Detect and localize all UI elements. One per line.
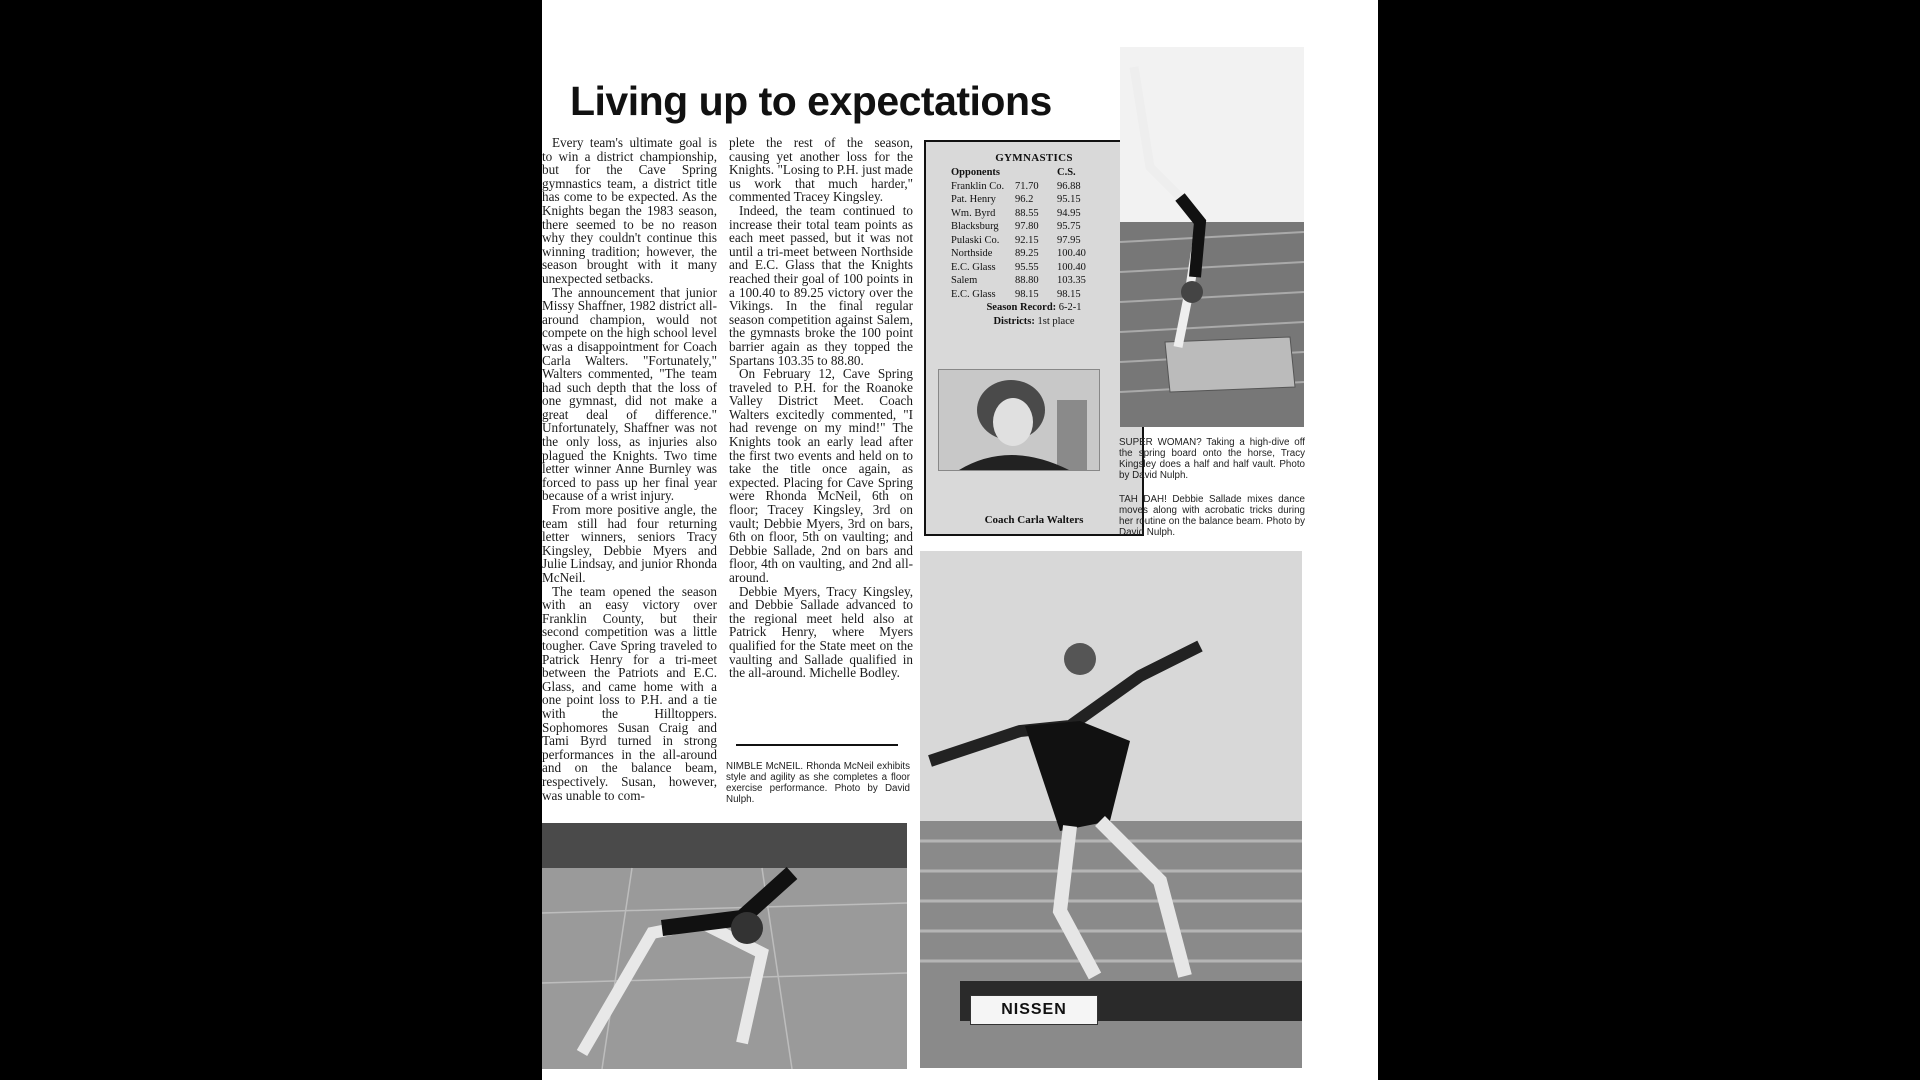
districts-label: Districts: (993, 316, 1035, 327)
photo-caption-superwoman: SUPER WOMAN? Taking a high-dive off the spring board onto the horse, Tracy Kingsley does a half and half vault. Photo by David Nulph. (1119, 437, 1305, 481)
cs-score: 103.35 (1057, 275, 1086, 286)
photo-caption-nimble: NIMBLE McNEIL. Rhonda McNeil exhibits style and agility as she completes a floor exercise performance. Photo by David Nulph. (726, 761, 910, 805)
cs-score: 95.15 (1057, 194, 1081, 205)
season-record-label: Season Record: (986, 302, 1057, 313)
cs-score: 97.95 (1057, 234, 1081, 246)
scoreboard-box (924, 140, 1144, 536)
cs-score: 98.15 (1057, 288, 1081, 300)
table-row (951, 234, 1086, 248)
table-row (951, 261, 1086, 275)
article-paragraph: plete the rest of the season, causing yet another loss for the Knights. "Losing to P.H. just made us work that much harder," commented Tracey Kingsley. (729, 135, 913, 205)
table-row (951, 220, 1086, 234)
header-cs: C.S. (1057, 167, 1076, 178)
vault-photo (1120, 47, 1304, 427)
article-paragraph: Indeed, the team continued to increase their total team points as each meet passed, but it was not until a tri-meet between Northside and E.C. Glass that the Knights reached their goal of 100 points in a 100.40 to 89.25 victory over the Vikings. In the final regular season competition against Salem, the gymnasts broke the 100 point barrier again as they topped the Spartans 103.35 to 88.80. (729, 202, 913, 368)
balance-beam-photo (920, 551, 1302, 1068)
header-opponent-score (1015, 166, 1057, 180)
season-record-value: 6-2-1 (1058, 302, 1082, 313)
cs-score: 96.88 (1057, 180, 1081, 192)
scoreboard-header-row (951, 166, 1086, 180)
opponent-name: Blacksburg (951, 221, 999, 232)
cs-score: 100.40 (1057, 261, 1086, 273)
article-paragraph: The announcement that junior Missy Shaffner, 1982 district all-around champion, would not compete on the high school level was a disappointment for Coach Carla Walters. "Fortunately," Walters commented, "The team had such depth that the loss of one gymnast, did not make a great deal of difference." Unfortunately, Shaffner was not the only loss, as injuries also plagued the Knights. Two time letter winner Anne Burnley was forced to pass up her final year because of a wrist injury. (542, 284, 717, 504)
opponent-score: 88.55 (1015, 207, 1039, 219)
opponent-score: 71.70 (1015, 180, 1039, 192)
opponent-name: Salem (951, 275, 978, 286)
opponent-score: 89.25 (1015, 248, 1039, 259)
opponent-name: Franklin Co. (951, 180, 1005, 192)
opponent-name: Pulaski Co. (951, 234, 1000, 246)
cs-score: 95.75 (1057, 221, 1081, 232)
article-paragraph: Debbie Myers, Tracy Kingsley, and Debbie Sallade advanced to the regional meet held also at Patrick Henry, where Myers qualified for the State meet on the vaulting and Sallade qualified in the all-around. Michelle Bodley. (729, 583, 913, 681)
article-paragraph: Every team's ultimate goal is to win a district championship, but for the Cave Spring gymnastics team, a district title has come to be expected. As the Knights began the 1983 season, there seemed to be no reason why they couldn't continue this winning tradition; however, the season brought with it many unexpected setbacks. (542, 135, 717, 286)
photo-caption-tahdah: TAH DAH! Debbie Sallade mixes dance moves along with acrobatic tricks during her routine on the balance beam. Photo by David Nulph. (1119, 494, 1305, 538)
coach-portrait-photo (938, 369, 1100, 471)
article-paragraph: From more positive angle, the team still had four returning letter winners, seniors Tracy Kingsley, Debbie Myers and Julie Lindsay, and junior Rhonda McNeil. (542, 502, 717, 585)
article-paragraph: On February 12, Cave Spring traveled to P.H. for the Roanoke Valley District Meet. Coach Walters excitedly commented, "I had revenge on my mind!" The Knights took an early lead after the first two events and held on to take the title once again, as expected. Placing for Cave Spring were Rhonda McNeil, 6th on floor; Tracey Kingsley, 3rd on vault; Debbie Myers, 3rd on bars, 6th on floor, 5th on vaulting; and Debbie Sallade, 2nd on bars and floor, 4th on vaulting, and 2nd all-around. (729, 366, 913, 585)
opponent-name: Pat. Henry (951, 194, 996, 205)
nissen-logo: NISSEN (970, 995, 1098, 1025)
table-row (951, 274, 1086, 288)
article-column-1 (542, 136, 717, 802)
floor-exercise-image (542, 823, 907, 1069)
table-row (951, 207, 1086, 221)
opponent-score: 88.80 (1015, 275, 1039, 286)
balance-beam-image (920, 551, 1302, 1068)
opponent-name: E.C. Glass (951, 261, 996, 273)
opponent-name: Wm. Byrd (951, 207, 996, 219)
floor-exercise-photo (542, 823, 907, 1069)
article-column-2 (729, 136, 913, 680)
opponent-name: E.C. Glass (951, 288, 996, 300)
opponent-score: 96.2 (1015, 194, 1034, 205)
cs-score: 100.40 (1057, 248, 1086, 259)
article-paragraph: The team opened the season with an easy victory over Franklin County, but their second competition was a little tougher. Cave Spring traveled to Patrick Henry for a tri-meet between the Patriots and E.C. Glass, and came home with a one point loss to P.H. and a tie with the Hilltoppers. Sophomores Susan Craig and Tami Byrd turned in strong performances in the all-around and on the balance beam, respectively. Susan, however, was unable to com- (542, 583, 717, 803)
districts-value: 1st place (1037, 316, 1075, 327)
scoreboard-table (951, 166, 1086, 301)
table-row (951, 247, 1086, 261)
opponent-score: 92.15 (1015, 234, 1039, 246)
table-row (951, 193, 1086, 207)
page-title: Living up to expectations (570, 78, 1052, 124)
opponent-name: Northside (951, 248, 993, 259)
table-row (951, 180, 1086, 194)
opponent-score: 97.80 (1015, 221, 1039, 232)
vault-image (1120, 47, 1304, 427)
season-record (926, 301, 1142, 315)
yearbook-page (542, 0, 1378, 1080)
coach-caption: Coach Carla Walters (984, 514, 1084, 526)
districts-result (926, 315, 1142, 329)
table-row (951, 288, 1086, 302)
header-opponents: Opponents (951, 167, 1001, 178)
coach-portrait-image (939, 370, 1099, 470)
byline-divider (736, 744, 898, 746)
scoreboard-title: GYMNASTICS (995, 152, 1073, 164)
opponent-score: 98.15 (1015, 288, 1039, 300)
cs-score: 94.95 (1057, 207, 1081, 219)
opponent-score: 95.55 (1015, 261, 1039, 273)
